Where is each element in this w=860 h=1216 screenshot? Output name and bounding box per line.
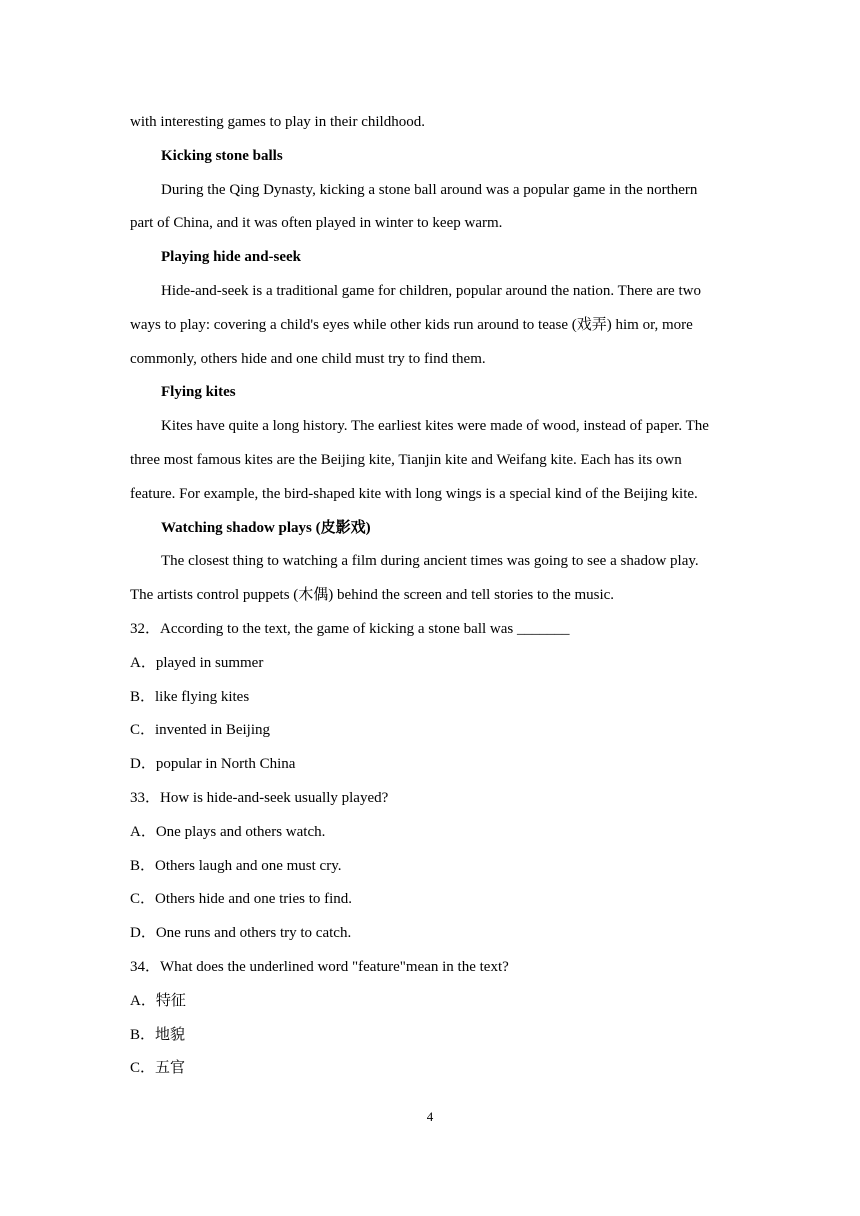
section-heading: Kicking stone balls — [161, 148, 283, 164]
section-heading: Flying kites — [161, 384, 236, 400]
answer-option: B．Others laugh and one must cry. — [130, 858, 342, 874]
answer-option: C．五官 — [130, 1060, 186, 1076]
passage-line: During the Qing Dynasty, kicking a stone ball around was a popular game in the northern — [161, 182, 698, 198]
passage-line: The artists control puppets (木偶) behind the screen and tell stories to the music. — [130, 587, 615, 603]
question-stem: 32．According to the text, the game of kicking a stone ball was _______ — [130, 621, 570, 637]
answer-option: A．played in summer — [130, 655, 264, 671]
answer-option: D．One runs and others try to catch. — [130, 925, 352, 941]
answer-option: A．One plays and others watch. — [130, 824, 326, 840]
answer-option: C．invented in Beijing — [130, 722, 270, 738]
question-stem: 34．What does the underlined word "feature"mean in the text? — [130, 959, 509, 975]
passage-line: with interesting games to play in their childhood. — [130, 114, 425, 130]
section-heading: Playing hide and-seek — [161, 249, 302, 265]
passage-line: commonly, others hide and one child must try to find them. — [130, 351, 486, 367]
passage-line: ways to play: covering a child's eyes while other kids run around to tease (戏弄) him or, more — [130, 317, 693, 333]
answer-option: D．popular in North China — [130, 756, 296, 772]
answer-option: C．Others hide and one tries to find. — [130, 891, 353, 907]
answer-option: B．地貌 — [130, 1027, 186, 1043]
passage-line: part of China, and it was often played in winter to keep warm. — [130, 215, 503, 231]
passage-line: three most famous kites are the Beijing kite, Tianjin kite and Weifang kite. Each has its own — [130, 452, 682, 468]
answer-option: A．特征 — [130, 993, 186, 1009]
passage-line: Kites have quite a long history. The earliest kites were made of wood, instead of paper. The — [161, 418, 709, 434]
passage-line: feature. For example, the bird-shaped kite with long wings is a special kind of the Beijing kite. — [130, 486, 698, 502]
answer-option: B．like flying kites — [130, 689, 250, 705]
section-heading: Watching shadow plays (皮影戏) — [161, 520, 371, 536]
passage-line: The closest thing to watching a film during ancient times was going to see a shadow play. — [161, 553, 699, 569]
question-stem: 33．How is hide-and-seek usually played? — [130, 790, 389, 806]
page-number: 4 — [426, 1109, 434, 1124]
passage-line: Hide-and-seek is a traditional game for children, popular around the nation. There are two — [161, 283, 701, 299]
